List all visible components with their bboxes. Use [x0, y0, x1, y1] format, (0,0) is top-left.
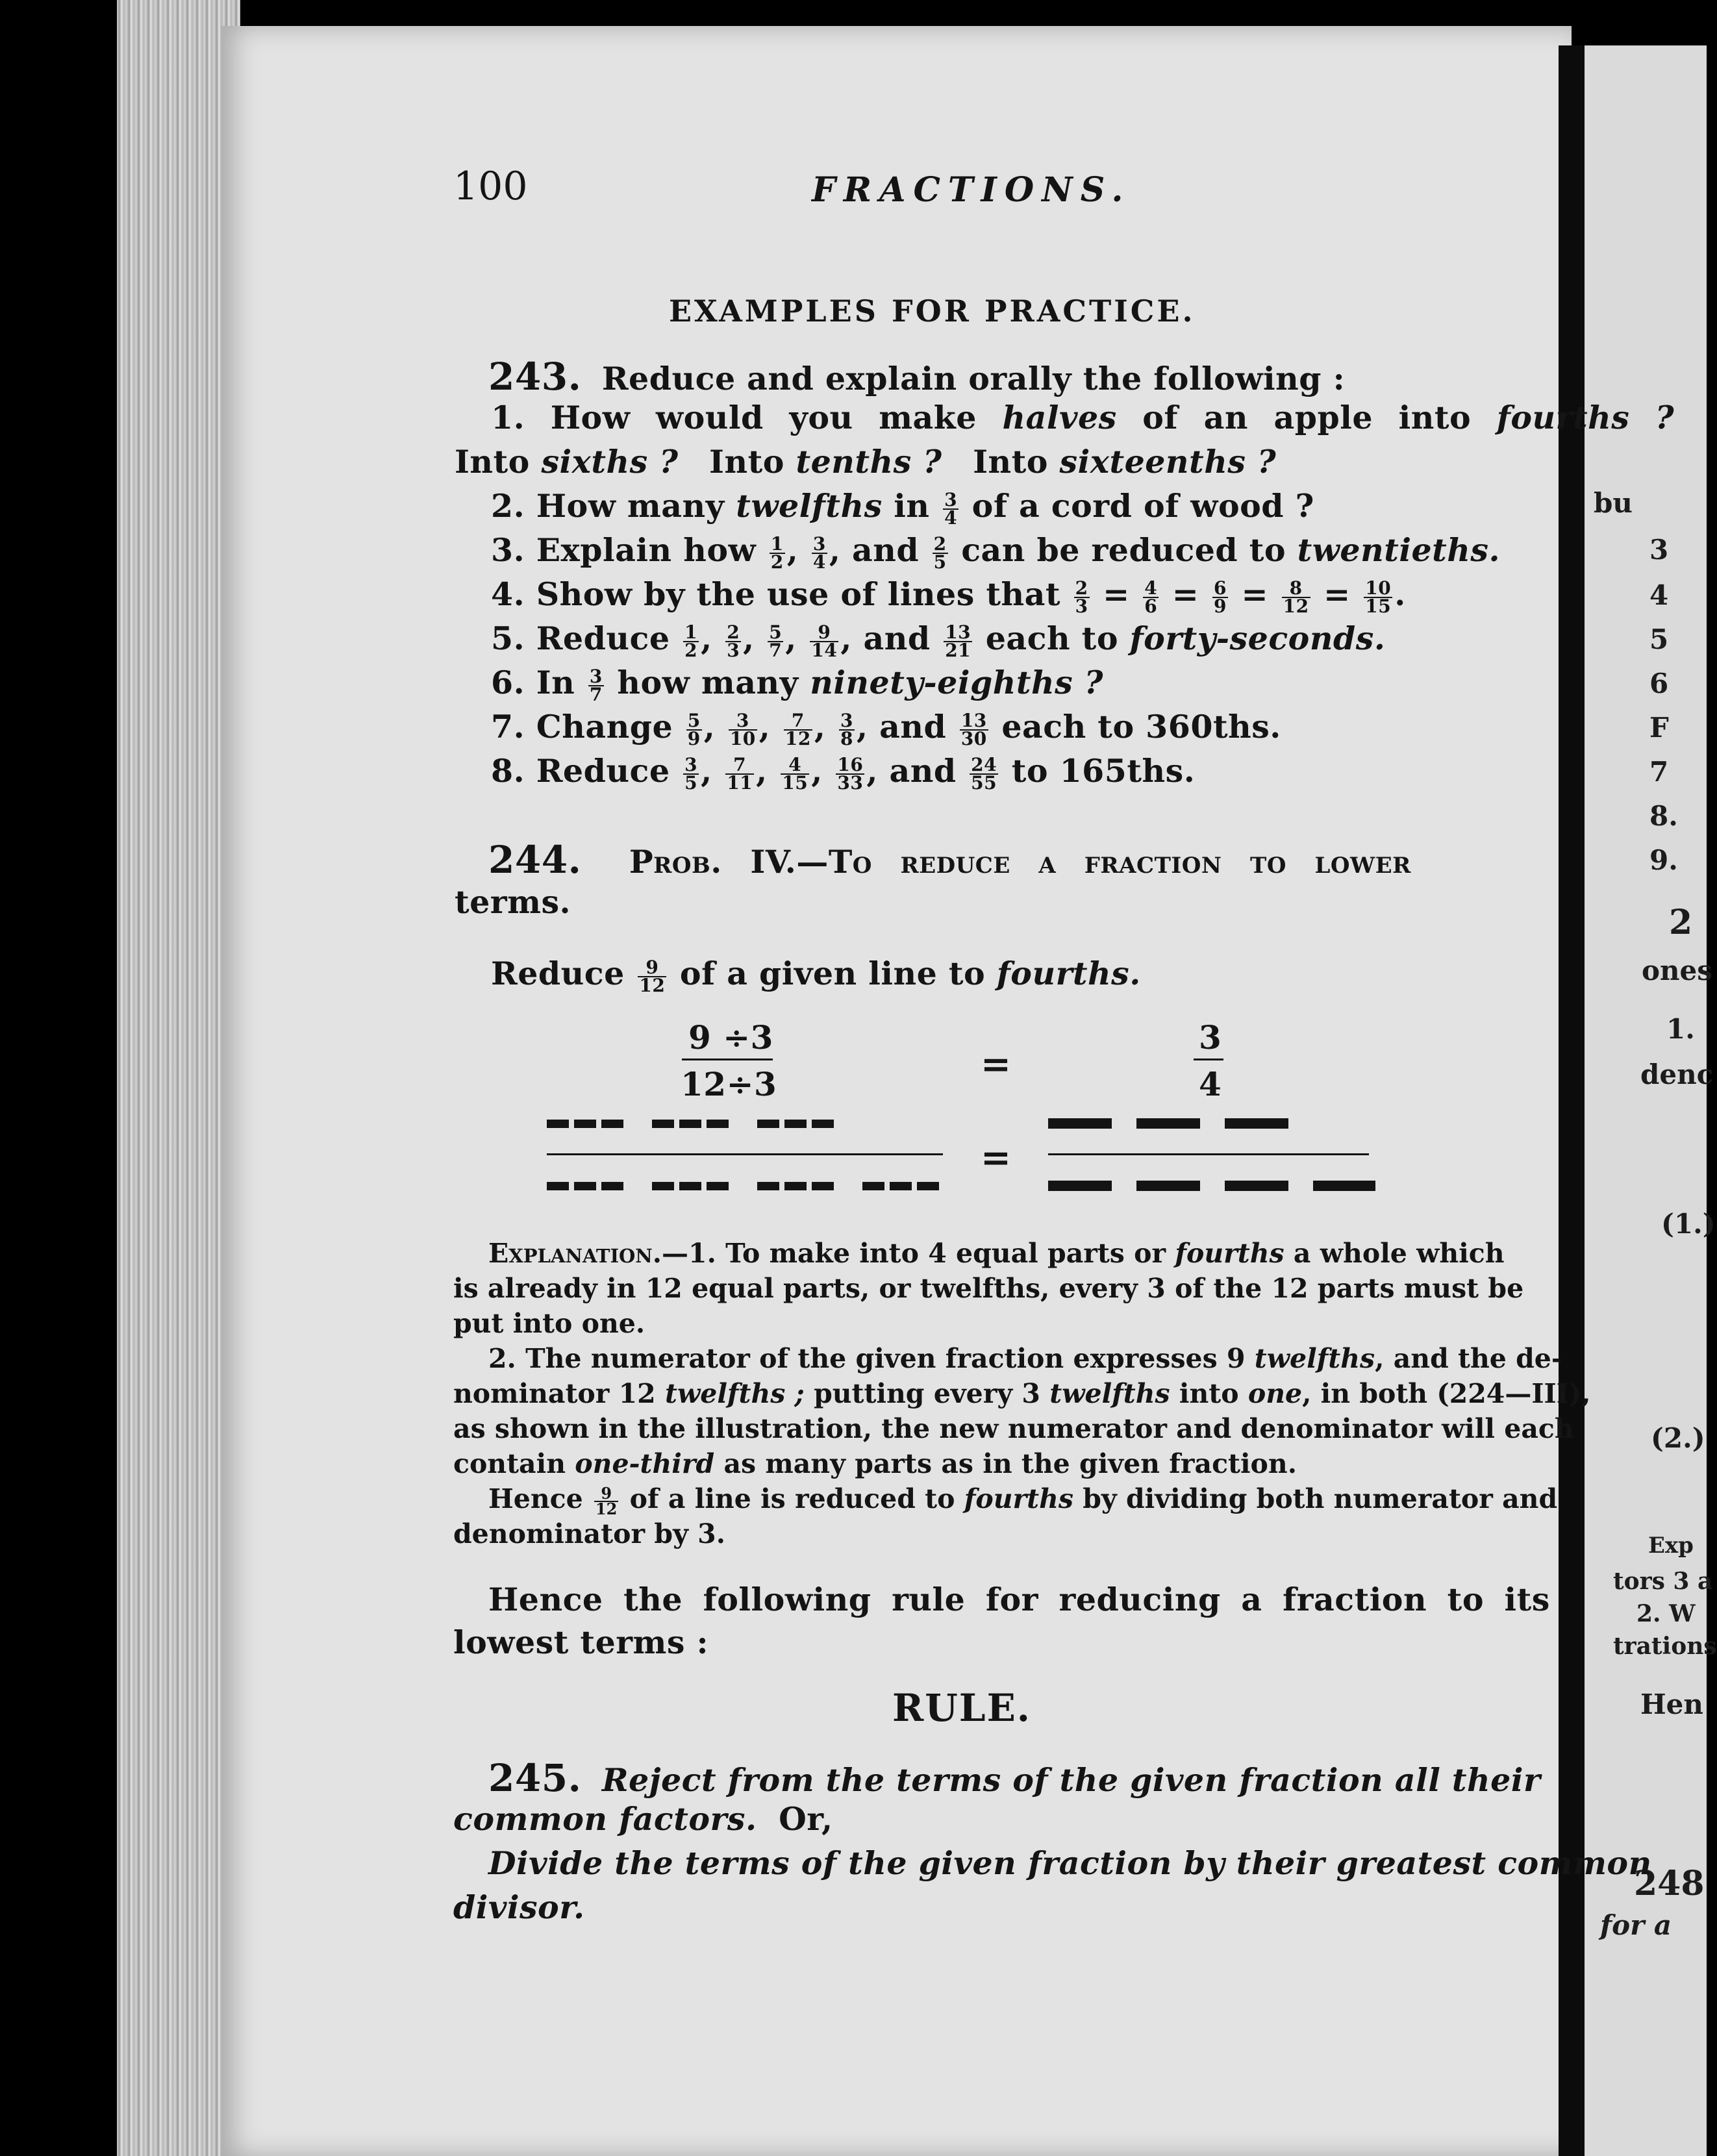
fraction: $\frac{2}{3}$: [727, 621, 740, 661]
question-7: 7. Change $\frac{5}{9}$ , $\frac{3}{10}$ , $\frac{7}{12}$ , $\frac{3}{8}$ , and $\frac{13}{30}$ each to 360ths.: [491, 708, 1281, 749]
fraction: $\frac{1}{2}$: [684, 621, 698, 661]
explanation-line: [488, 1343, 1562, 1374]
rule-text: Divide the terms of the given fraction by their greatest common: [488, 1844, 1652, 1882]
explanation-line: [453, 1378, 1591, 1409]
intro-text: Reduce and explain orally the following :: [601, 360, 1346, 397]
fourth-segment: [1136, 1181, 1200, 1191]
rule-line-2: [453, 1800, 833, 1838]
book-gutter: [1559, 45, 1585, 2156]
page-number: 100: [453, 164, 528, 209]
article-244-heading: [488, 838, 1411, 882]
rule-line-4: [453, 1888, 585, 1926]
twelfth-segment: [652, 1182, 674, 1190]
twelfth-segment: [707, 1182, 729, 1190]
hence-line-1: Hence the following rule for reducing a fraction to its: [488, 1581, 1550, 1618]
fraction: $\frac{3}{4}$: [944, 488, 958, 529]
article-number: 244.: [488, 838, 582, 882]
question-8: 8. Reduce $\frac{3}{5}$ , $\frac{7}{11}$ , $\frac{4}{15}$ , $\frac{16}{33}$ , and $\frac{24}{55}$ to 165ths.: [491, 752, 1196, 794]
rule-text: Reject from the terms of the given fraction all their: [601, 1761, 1541, 1799]
exp-italic: fourths: [964, 1483, 1073, 1514]
q-italic: tenths ?: [796, 443, 942, 481]
twelfth-segment: [574, 1120, 596, 1128]
q-text: 7. Change: [491, 708, 673, 746]
facing-text: for a: [1600, 1909, 1672, 1941]
running-title: FRACTIONS.: [812, 170, 1131, 210]
explanation-line: [488, 1483, 1557, 1516]
facing-text: F: [1649, 712, 1669, 744]
question-4: 4. Show by the use of lines that $\frac{2}{3}$ = $\frac{4}{6}$ = $\frac{6}{9}$ = $\frac{8}{12}$ = $\frac{10}{15}$ .: [491, 575, 1406, 617]
ill-equals-2: =: [981, 1136, 1012, 1179]
fraction: $\frac{3}{10}$: [729, 709, 756, 749]
explanation-line: [453, 1448, 1297, 1479]
explanation-line: put into one.: [453, 1308, 645, 1339]
hence-line-2: lowest terms :: [453, 1623, 709, 1661]
twelfth-segment: [547, 1182, 569, 1190]
q-italic: sixths ?: [541, 443, 679, 481]
q-text: to 165ths.: [1011, 752, 1196, 790]
ill-result-numerator: 3: [1199, 1018, 1222, 1057]
article-number: 243.: [488, 355, 582, 399]
fraction: $\frac{9}{12}$: [595, 1483, 618, 1518]
twelfth-segment: [890, 1182, 912, 1190]
facing-text: 4: [1649, 579, 1669, 611]
exp-italic: fourths: [1175, 1238, 1285, 1269]
ill-right-bar: [1048, 1153, 1369, 1155]
twelfth-segment: [547, 1120, 569, 1128]
exp-italic: twelfths: [1049, 1378, 1170, 1409]
explanation-line: is already in 12 equal parts, or twelfths, every 3 of the 12 parts must be: [453, 1273, 1524, 1304]
q-text: Into: [455, 443, 530, 481]
fraction: $\frac{4}{6}$: [1144, 577, 1158, 617]
q-text: how many: [617, 664, 799, 701]
facing-text: 3: [1649, 534, 1669, 566]
fraction: $\frac{7}{11}$: [727, 753, 753, 794]
question-1-line-1: [491, 399, 1674, 436]
explanation-line: as shown in the illustration, the new numerator and denominator will each: [453, 1413, 1574, 1444]
ill-result-bar: [1194, 1059, 1223, 1060]
explanation-line: [488, 1238, 1505, 1269]
exp-text: To make into 4 equal parts or: [725, 1238, 1166, 1269]
facing-text: 2. W: [1636, 1600, 1696, 1627]
twelfth-segment: [757, 1120, 779, 1128]
question-1-line-2: [455, 443, 1276, 481]
q-text: of a cord of wood ?: [971, 487, 1314, 525]
ill-equals: =: [981, 1043, 1012, 1086]
ill-left-bar: [547, 1153, 943, 1155]
explanation-line: denominator by 3.: [453, 1518, 725, 1549]
fourth-segment: [1048, 1181, 1112, 1191]
twelfth-segment: [707, 1120, 729, 1128]
exp-text: by dividing both numerator and: [1083, 1483, 1558, 1514]
fraction: $\frac{7}{12}$: [784, 709, 811, 749]
facing-text: 9.: [1649, 844, 1678, 876]
exp-text: Hence: [488, 1483, 583, 1514]
exp-italic: one-third: [575, 1448, 715, 1479]
facing-text: 6: [1649, 668, 1669, 699]
twelfth-segment: [812, 1182, 834, 1190]
fraction: $\frac{24}{55}$: [971, 753, 997, 794]
question-6: [491, 664, 1103, 703]
fourth-segment: [1048, 1118, 1112, 1129]
exp-text: putting every 3: [814, 1378, 1040, 1409]
fraction: $\frac{1}{2}$: [770, 533, 784, 573]
q-text: Into: [709, 443, 784, 481]
rule-heading: RULE.: [892, 1686, 1031, 1730]
facing-text: 1.: [1666, 1013, 1695, 1045]
ill-numerator: 9 ÷3: [688, 1018, 773, 1057]
reduce-instruction: [491, 955, 1141, 994]
facing-text: 248: [1634, 1864, 1705, 1903]
exp-italic: one: [1247, 1378, 1303, 1409]
fraction: $\frac{8}{12}$: [1283, 577, 1309, 617]
exp-text: as many parts as in the given fraction.: [723, 1448, 1297, 1479]
twelfth-segment: [784, 1182, 807, 1190]
fourth-segment: [1313, 1181, 1375, 1191]
exp-text: into: [1179, 1378, 1239, 1409]
facing-text: trations: [1613, 1633, 1717, 1660]
facing-text: 7: [1649, 756, 1669, 788]
section-heading: EXAMPLES FOR PRACTICE.: [669, 294, 1196, 329]
twelfth-segment: [812, 1120, 834, 1128]
exp-text: , and the de-: [1375, 1343, 1562, 1374]
twelfth-segment: [574, 1182, 596, 1190]
fraction: $\frac{13}{30}$: [960, 709, 987, 749]
q-italic: sixteenths ?: [1059, 443, 1277, 481]
fraction: $\frac{9}{12}$: [639, 956, 666, 996]
q-text: 3. Explain how: [491, 531, 757, 569]
fourth-segment: [1225, 1118, 1288, 1129]
facing-text: 5: [1649, 623, 1669, 655]
exp-text: of a line is reduced to: [629, 1483, 955, 1514]
problem-title: Prob. IV.—To reduce a fraction to lower: [629, 843, 1411, 881]
rule-line-3: [488, 1844, 1652, 1882]
q-italic: twentieths.: [1297, 531, 1501, 569]
q-text: each to 360ths.: [1001, 708, 1281, 746]
q-text: 6. In: [491, 664, 575, 701]
q-text: , and: [866, 752, 957, 790]
q-italic: forty-seconds.: [1129, 620, 1386, 657]
facing-text: (1.): [1661, 1208, 1716, 1240]
ill-denominator: 12÷3: [681, 1065, 777, 1103]
twelfth-segment: [601, 1182, 623, 1190]
exp-italic: twelfths ;: [665, 1378, 805, 1409]
q-italic: fourths ?: [1496, 399, 1675, 436]
q-text: of a given line to: [679, 955, 986, 992]
q-text: can be reduced to: [961, 531, 1286, 569]
twelfth-segment: [679, 1182, 701, 1190]
article-number: 245.: [488, 1756, 582, 1800]
rule-text: common factors.: [453, 1800, 757, 1838]
q-text: 2. How many: [491, 487, 725, 525]
q-italic: ninety-eighths ?: [810, 664, 1103, 701]
twelfth-segment: [862, 1182, 884, 1190]
facing-text: 2: [1669, 903, 1693, 942]
q-text: each to: [985, 620, 1118, 657]
q-text: of an apple into: [1142, 399, 1472, 436]
facing-text: denc: [1640, 1059, 1714, 1090]
exp-text: a whole which: [1293, 1238, 1505, 1269]
q-text: Into: [973, 443, 1048, 481]
book-page: [221, 26, 1572, 2156]
twelfth-segment: [917, 1182, 939, 1190]
facing-text: (2.): [1651, 1422, 1705, 1454]
fraction: $\frac{16}{33}$: [837, 753, 864, 794]
fraction: $\frac{3}{5}$: [684, 753, 698, 794]
exp-text: 2. The numerator of the given fraction expresses 9: [488, 1343, 1246, 1374]
q-italic: twelfths: [736, 487, 883, 525]
fraction: $\frac{6}{9}$: [1213, 577, 1227, 617]
q-text: in: [894, 487, 930, 525]
facing-text: bu: [1594, 487, 1633, 519]
fourth-segment: [1136, 1118, 1200, 1129]
fraction: $\frac{5}{9}$: [687, 709, 701, 749]
rule-line-1: [488, 1756, 1540, 1800]
twelfth-segment: [601, 1120, 623, 1128]
fraction: $\frac{3}{8}$: [840, 709, 853, 749]
exp-italic: twelfths: [1254, 1343, 1375, 1374]
q-italic: fourths.: [996, 955, 1141, 992]
fraction: $\frac{9}{14}$: [811, 621, 838, 661]
facing-text: Exp: [1648, 1533, 1694, 1559]
question-3: 3. Explain how $\frac{1}{2}$ , $\frac{3}{4}$ , and $\frac{2}{5}$ can be reduced to twentieths.: [491, 531, 1501, 573]
ill-fraction-bar: [682, 1059, 773, 1060]
twelfth-segment: [679, 1120, 701, 1128]
twelfth-segment: [652, 1120, 674, 1128]
facing-text: 8.: [1649, 800, 1678, 832]
exp-text: nominator 12: [453, 1378, 656, 1409]
question-5: 5. Reduce $\frac{1}{2}$ , $\frac{2}{3}$ , $\frac{5}{7}$ , $\frac{9}{14}$ , and $\frac{13}{21}$ each to forty-seconds.: [491, 620, 1386, 661]
exp-text: , in both (224—III),: [1302, 1378, 1591, 1409]
facing-page: [1585, 45, 1717, 2156]
explanation-label: Explanation.—1.: [488, 1238, 716, 1269]
q-text: , and: [857, 708, 947, 746]
ill-result-denominator: 4: [1199, 1065, 1222, 1103]
q-italic: halves: [1002, 399, 1117, 436]
fraction: $\frac{2}{5}$: [933, 533, 947, 573]
q-text: 1. How would you make: [491, 399, 977, 436]
q-text: Reduce: [491, 955, 625, 992]
fraction: $\frac{13}{21}$: [945, 621, 971, 661]
facing-text: ones: [1642, 955, 1712, 986]
article-243-intro: [488, 355, 1345, 399]
q-text: 5. Reduce: [491, 620, 670, 657]
fraction: $\frac{2}{3}$: [1075, 577, 1088, 617]
facing-text: tors 3 a: [1613, 1568, 1713, 1595]
q-text: , and: [829, 531, 920, 569]
problem-title-cont: terms.: [455, 883, 571, 921]
q-text: , and: [840, 620, 931, 657]
exp-text: contain: [453, 1448, 566, 1479]
question-2: [491, 487, 1314, 527]
q-text: 8. Reduce: [491, 752, 670, 790]
fourth-segment: [1225, 1181, 1288, 1191]
fraction: $\frac{10}{15}$: [1365, 577, 1392, 617]
fraction: $\frac{3}{4}$: [812, 533, 826, 573]
twelfth-segment: [784, 1120, 807, 1128]
twelfth-segment: [757, 1182, 779, 1190]
rule-text: divisor.: [453, 1888, 585, 1926]
fraction: $\frac{3}{7}$: [589, 665, 603, 705]
fraction: $\frac{4}{15}$: [782, 753, 808, 794]
facing-text: Hen: [1640, 1688, 1703, 1720]
q-text: 4. Show by the use of lines that: [491, 575, 1061, 613]
fraction: $\frac{5}{7}$: [769, 621, 783, 661]
rule-text: Or,: [779, 1800, 833, 1838]
